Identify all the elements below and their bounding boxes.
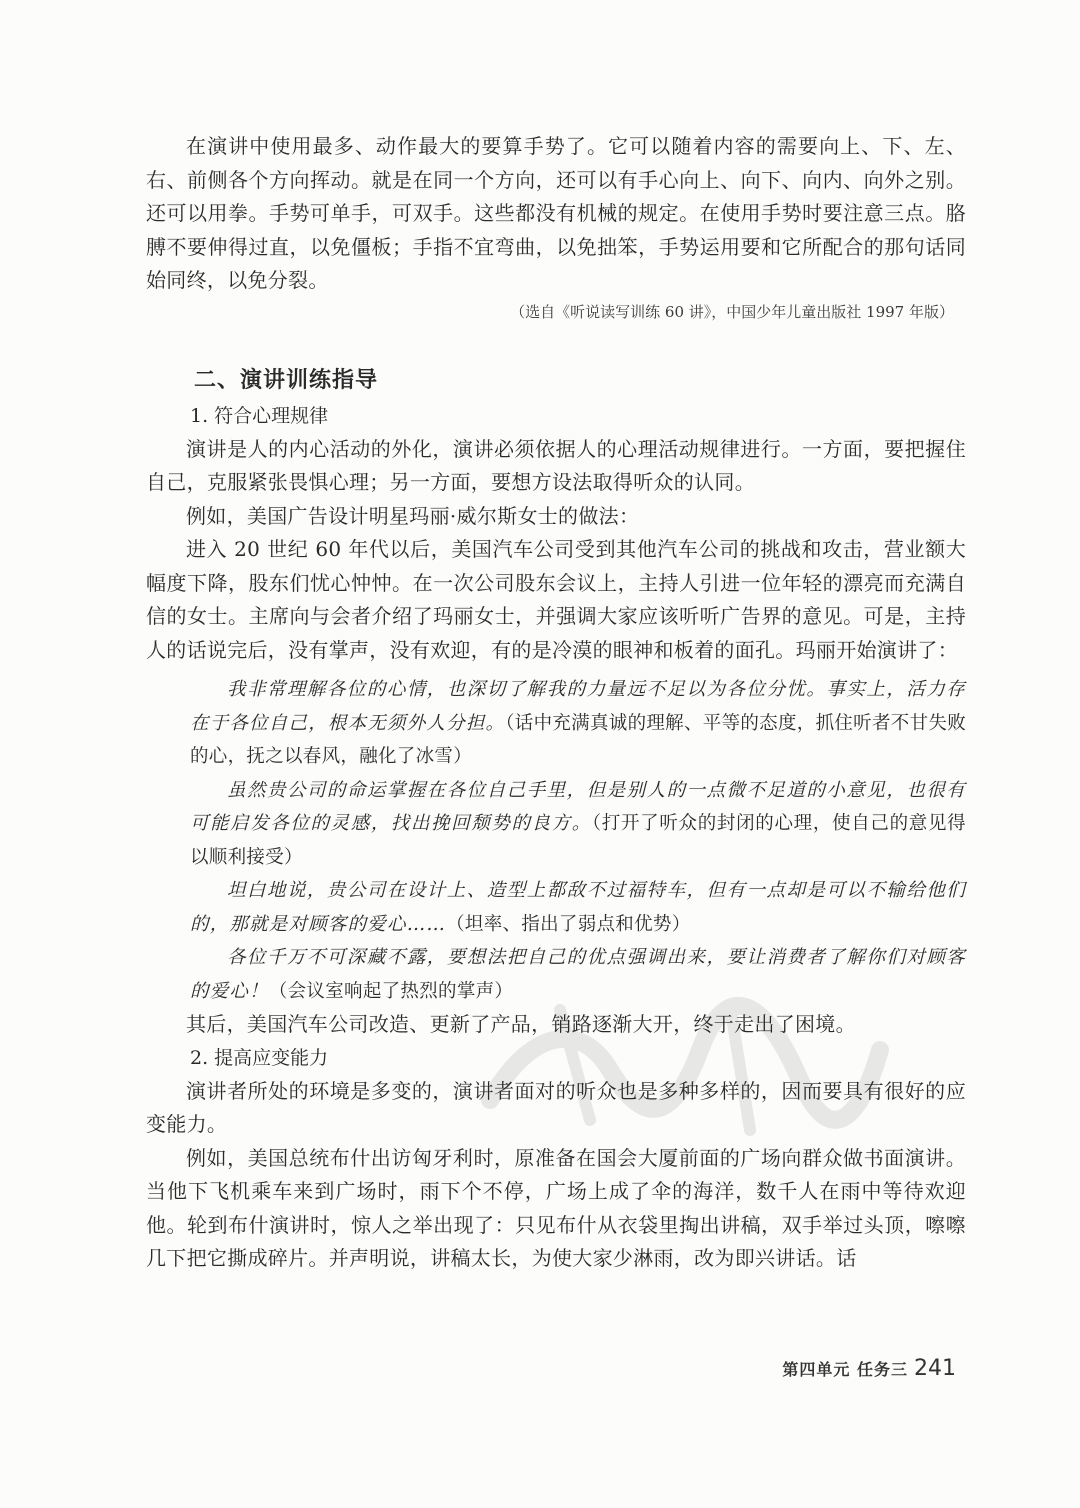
page-number: 241 (914, 1356, 956, 1381)
speech-annotation: （坦率、指出了弱点和优势） (446, 913, 691, 935)
speech-quote-3 (190, 874, 966, 941)
page-content (146, 130, 966, 1276)
speech-annotation: （话中充满真诚的理解、平等的态度，抓住听者不甘失败的心，抚之以春风，融化了冰雪） (190, 712, 966, 767)
section1-paragraph-4: 其后，美国汽车公司改造、更新了产品，销路逐渐大开，终于走出了困境。 (186, 1012, 856, 1036)
section2-paragraph-2: 例如，美国总统布什出访匈牙利时，原准备在国会大厦前面的广场向群众做书面演讲。当他下飞机乘车来到广场时，雨下个不停，广场上成了伞的海洋，数千人在雨中等待欢迎他。轮到布什演讲时，惊人之举出现了：只见布什从衣袋里掏出讲稿，双手举过头顶，嚓嚓几下把它撕成碎片。并声明说，讲稿太长，为使大家少淋雨，改为即兴讲话。话 (146, 1145, 966, 1270)
intro-paragraph: 在演讲中使用最多、动作最大的要算手势了。它可以随着内容的需要向上、下、左、右、前侧各个方向挥动。就是在同一个方向，还可以有手心向上、向下、向内、向外之别。还可以用拳。手势可单手，可双手。这些都没有机械的规定。在使用手势时要注意三点。胳膊不要伸得过直，以免僵板；手指不宜弯曲，以免拙笨，手势运用要和它所配合的那句话同始同终，以免分裂。 (146, 134, 966, 292)
speech-quote-4 (190, 941, 966, 1008)
speech-annotation: （打开了听众的封闭的心理，使自己的意见得以顺利接受） (190, 813, 966, 868)
section1-paragraph-2: 例如，美国广告设计明星玛丽·威尔斯女士的做法： (186, 503, 640, 528)
speech-quote-text: 坦白地说，贵公司在设计上、造型上都敌不过福特车，但有一点却是可以不输给他们的，那就是对顾客的爱心…… (190, 880, 966, 935)
section1-paragraph-1: 演讲是人的内心活动的外化，演讲必须依据人的心理活动规律进行。一方面，要把握住自己，克服紧张畏惧心理；另一方面，要想方设法取得听众的认同。 (146, 436, 966, 494)
unit-label: 第四单元 任务三 (782, 1360, 908, 1379)
source-citation: （选自《听说读写训练 60 讲》，中国少年儿童出版社 1997 年版） (510, 302, 954, 321)
section-heading: 二、演讲训练指导 (194, 367, 379, 393)
speech-annotation: （会议室响起了热烈的掌声） (268, 980, 514, 1002)
section1-paragraph-3: 进入 20 世纪 60 年代以后，美国汽车公司受到其他汽车公司的挑战和攻击，营业额大幅度下降，股东们忧心忡忡。在一次公司股东会议上，主持人引进一位年轻的漂亮而充满自信的女士。主席向与会者介绍了玛丽女士，并强调大家应该听听广告界的意见。可是，主持人的话说完后，没有掌声，没有欢迎，有的是冷漠的眼神和板着的面孔。玛丽开始演讲了： (146, 537, 966, 662)
subsection-title-1: 1. 符合心理规律 (190, 404, 329, 427)
speech-quote-2 (190, 774, 966, 875)
subsection-title-2: 2. 提高应变能力 (190, 1046, 329, 1069)
speech-quote-text: 虽然贵公司的命运掌握在各位自己手里，但是别人的一点微不足道的小意见，也很有可能启发各位的灵感，找出挽回颓势的良方。 (190, 779, 966, 834)
speech-quote-1 (190, 673, 966, 774)
page-footer (782, 1356, 956, 1381)
section2-paragraph-1: 演讲者所处的环境是多变的，演讲者面对的听众也是多种多样的，因而要具有很好的应变能力。 (146, 1078, 966, 1136)
speech-quote-text: 我非常理解各位的心情，也深切了解我的力量远不足以为各位分忧。事实上，活力存在于各位自己，根本无须外人分担。 (190, 679, 966, 734)
speech-quote-text: 各位千万不可深藏不露，要想法把自己的优点强调出来，要让消费者了解你们对顾客的爱心！ (190, 947, 966, 1002)
